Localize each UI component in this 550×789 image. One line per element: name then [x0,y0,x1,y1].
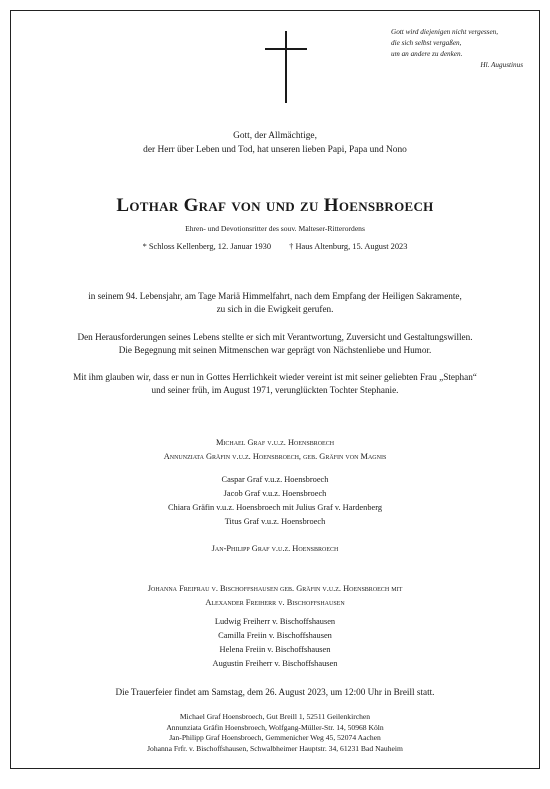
paragraph-line: in seinem 94. Lebensjahr, am Tage Mariä Himmelfahrt, nach dem Empfang der Heiligen Sakramente, [88,291,462,301]
deceased-name: Lothar Graf von und zu Hoensbroech [116,195,434,216]
paragraph-line: Die Begegnung mit seinen Mitmenschen war geprägt von Nächstenliebe und Humor. [118,345,432,355]
family-member: Johanna Freifrau v. Bischoffshausen geb. Gräfin v.u.z. Hoensbroech mit [147,584,403,593]
paragraph-line: Den Herausforderungen seines Lebens stellte er sich mit Verantwortung, Zuversicht und Gestaltungswillen. [77,332,473,342]
family-group [11,473,539,529]
family-member: Chiara Gräfin v.u.z. Hoensbroech mit Julius Graf v. Hardenberg [167,503,383,512]
family-member: Camilla Freiin v. Bischoffshausen [218,631,332,640]
address-line: Johanna Frfr. v. Bischoffshausen, Schwalbheimer Hauptstr. 34, 61231 Bad Nauheim [147,743,403,753]
family-member: Jacob Graf v.u.z. Hoensbroech [223,489,327,498]
family-member: Jan-Philipp Graf v.u.z. Hoensbroech [211,544,339,553]
order-title: Ehren- und Devotionsritter des souv. Malteser-Ritterordens [185,224,365,233]
paragraph-line: Mit ihm glauben wir, dass er nun in Gottes Herrlichkeit wieder vereint ist mit seiner geliebten Frau „Stephan“ [73,372,477,382]
family-member: Alexander Freiherr v. Bischoffshausen [205,598,345,607]
address-line: Jan-Philipp Graf Hoensbroech, Gemmenicher Weg 45, 52074 Aachen [169,733,381,742]
funeral-notice: Die Trauerfeier findet am Samstag, dem 26. August 2023, um 12:00 Uhr in Breill statt. [115,687,435,697]
family-group [11,542,539,556]
quote-line: um an andere zu denken. [391,50,463,58]
obituary-notice [10,10,540,769]
family-member: Titus Graf v.u.z. Hoensbroech [224,517,326,526]
family-member: Annunziata Gräfin v.u.z. Hoensbroech, geb. Gräfin von Magnis [163,452,387,461]
address-line: Annunziata Gräfin Hoensbroech, Wolfgang-Müller-Str. 14, 50968 Köln [166,722,384,732]
family-group [11,582,539,610]
death-date: † Haus Altenburg, 15. August 2023 [289,242,408,251]
intro-line: Gott, der Allmächtige, [233,131,317,141]
family-group [11,436,539,464]
family-member: Michael Graf v.u.z. Hoensbroech [215,438,335,447]
quote-line: Gott wird diejenigen nicht vergessen, [391,28,499,36]
paragraph [11,290,539,316]
family-member: Augustin Freiherr v. Bischoffshausen [212,659,338,668]
family-member: Ludwig Freiherr v. Bischoffshausen [214,617,336,626]
quote-line: die sich selbst vergaßen, [391,39,462,47]
paragraph [11,371,539,397]
paragraph-line: zu sich in die Ewigkeit gerufen. [216,304,334,314]
intro-text [11,129,539,157]
family-member: Caspar Graf v.u.z. Hoensbroech [221,475,329,484]
cross-icon [265,31,307,103]
paragraph [11,331,539,357]
quote-author: Hl. Augustinus [480,61,523,69]
intro-line: der Herr über Leben und Tod, hat unseren lieben Papi, Papa und Nono [143,145,407,155]
address-block [11,712,539,754]
paragraph-line: und seiner früh, im August 1971, verunglückten Tochter Stephanie. [151,385,399,395]
address-line: Michael Graf Hoensbroech, Gut Breill 1, 52511 Geilenkirchen [179,712,371,721]
family-member: Helena Freiin v. Bischoffshausen [219,645,331,654]
birth-date: * Schloss Kellenberg, 12. Januar 1930 [142,242,272,251]
life-dates [11,242,539,251]
family-group [11,615,539,671]
quote-block [391,27,531,71]
